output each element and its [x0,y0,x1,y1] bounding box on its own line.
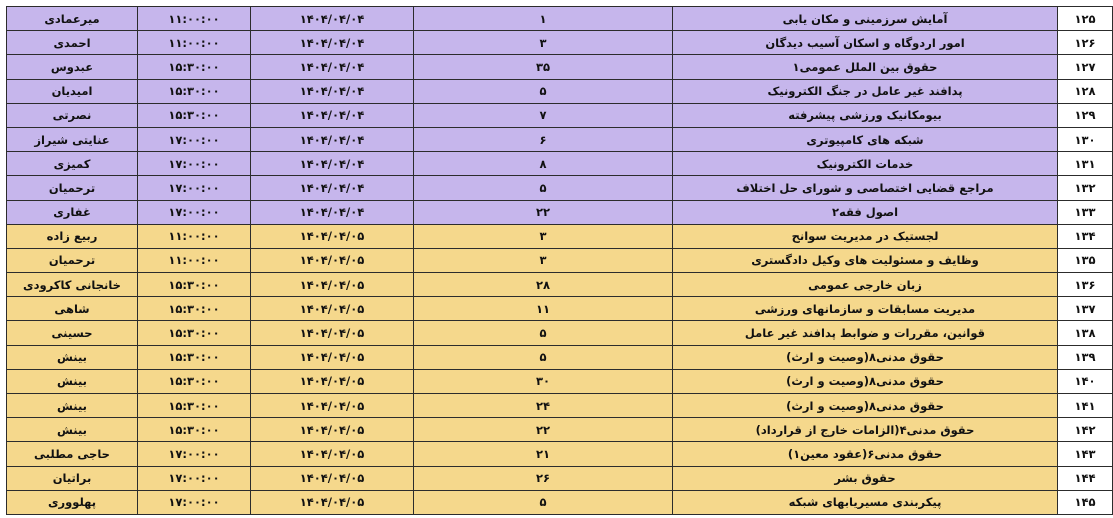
instructor-name: بینش [7,345,138,369]
course-name: لجستیک در مدیریت سوانح [673,224,1058,248]
instructor-name: کمیزی [7,152,138,176]
group-code: ۸ [414,152,673,176]
exam-time: ۱۵:۳۰:۰۰ [138,394,251,418]
group-code: ۲۲ [414,200,673,224]
table-row [7,369,1113,393]
instructor-name: عنایتی شیراز [7,127,138,151]
table-row [7,321,1113,345]
table-row [7,297,1113,321]
group-code: ۷ [414,103,673,127]
exam-date: ۱۴۰۴/۰۴/۰۴ [251,127,414,151]
exam-time: ۱۵:۳۰:۰۰ [138,297,251,321]
table-row [7,7,1113,31]
row-number: ۱۳۹ [1058,345,1113,369]
group-code: ۵ [414,490,673,514]
instructor-name: عبدوس [7,55,138,79]
schedule-table-body [7,7,1113,515]
group-code: ۳ [414,224,673,248]
instructor-name: بینش [7,418,138,442]
table-row [7,345,1113,369]
row-number: ۱۳۱ [1058,152,1113,176]
exam-date: ۱۴۰۴/۰۴/۰۵ [251,418,414,442]
group-code: ۵ [414,345,673,369]
instructor-name: بینش [7,369,138,393]
instructor-name: بینش [7,394,138,418]
row-number: ۱۳۴ [1058,224,1113,248]
group-code: ۳ [414,248,673,272]
table-row [7,442,1113,466]
exam-time: ۱۱:۰۰:۰۰ [138,7,251,31]
row-number: ۱۲۵ [1058,7,1113,31]
row-number: ۱۲۷ [1058,55,1113,79]
table-row [7,103,1113,127]
course-name: مراجع قضایی اختصاصی و شورای حل اختلاف [673,176,1058,200]
exam-date: ۱۴۰۴/۰۴/۰۴ [251,103,414,127]
exam-schedule-table [6,6,1113,515]
row-number: ۱۳۸ [1058,321,1113,345]
table-row [7,79,1113,103]
table-row [7,55,1113,79]
exam-time: ۱۷:۰۰:۰۰ [138,490,251,514]
exam-date: ۱۴۰۴/۰۴/۰۵ [251,369,414,393]
exam-time: ۱۱:۰۰:۰۰ [138,248,251,272]
exam-time: ۱۷:۰۰:۰۰ [138,152,251,176]
exam-date: ۱۴۰۴/۰۴/۰۵ [251,248,414,272]
exam-time: ۱۷:۰۰:۰۰ [138,176,251,200]
row-number: ۱۳۷ [1058,297,1113,321]
row-number: ۱۴۲ [1058,418,1113,442]
exam-time: ۱۵:۳۰:۰۰ [138,55,251,79]
group-code: ۵ [414,321,673,345]
table-row [7,248,1113,272]
exam-date: ۱۴۰۴/۰۴/۰۴ [251,200,414,224]
instructor-name: ترحمیان [7,248,138,272]
table-row [7,418,1113,442]
course-name: بیومکانیک ورزشی پیشرفته [673,103,1058,127]
row-number: ۱۲۹ [1058,103,1113,127]
exam-time: ۱۷:۰۰:۰۰ [138,200,251,224]
instructor-name: غفاری [7,200,138,224]
exam-time: ۱۷:۰۰:۰۰ [138,466,251,490]
row-number: ۱۴۴ [1058,466,1113,490]
course-name: وظایف و مسئولیت های وکیل دادگستری [673,248,1058,272]
row-number: ۱۴۳ [1058,442,1113,466]
row-number: ۱۲۶ [1058,31,1113,55]
course-name: مدیریت مسابقات و سازمانهای ورزشی [673,297,1058,321]
instructor-name: میرعمادی [7,7,138,31]
row-number: ۱۳۶ [1058,273,1113,297]
course-name: حقوق بین الملل عمومی۱ [673,55,1058,79]
course-name: زبان خارجی عمومی [673,273,1058,297]
instructor-name: خانجانی کاکرودی [7,273,138,297]
group-code: ۲۶ [414,466,673,490]
row-number: ۱۲۸ [1058,79,1113,103]
course-name: حقوق مدنی۸(وصیت و ارث) [673,394,1058,418]
row-number: ۱۳۲ [1058,176,1113,200]
group-code: ۵ [414,79,673,103]
group-code: ۱۱ [414,297,673,321]
row-number: ۱۳۵ [1058,248,1113,272]
instructor-name: حسینی [7,321,138,345]
course-name: حقوق بشر [673,466,1058,490]
course-name: قوانین، مقررات و ضوابط پدافند غیر عامل [673,321,1058,345]
instructor-name: براتیان [7,466,138,490]
instructor-name: احمدی [7,31,138,55]
row-number: ۱۳۳ [1058,200,1113,224]
exam-time: ۱۷:۰۰:۰۰ [138,127,251,151]
group-code: ۲۱ [414,442,673,466]
instructor-name: امیدیان [7,79,138,103]
course-name: پدافند غیر عامل در جنگ الکترونیک [673,79,1058,103]
table-row [7,466,1113,490]
instructor-name: حاجی مطلبی [7,442,138,466]
table-row [7,127,1113,151]
exam-time: ۱۵:۳۰:۰۰ [138,103,251,127]
course-name: خدمات الکترونیک [673,152,1058,176]
table-row [7,224,1113,248]
group-code: ۳۰ [414,369,673,393]
table-row [7,273,1113,297]
row-number: ۱۴۵ [1058,490,1113,514]
table-row [7,176,1113,200]
exam-date: ۱۴۰۴/۰۴/۰۵ [251,345,414,369]
exam-time: ۱۵:۳۰:۰۰ [138,369,251,393]
course-name: حقوق مدنی۴(الزامات خارج از قرارداد) [673,418,1058,442]
instructor-name: پهلووری [7,490,138,514]
course-name: پیکربندی مسیریابهای شبکه [673,490,1058,514]
instructor-name: ربیع زاده [7,224,138,248]
exam-time: ۱۵:۳۰:۰۰ [138,273,251,297]
exam-time: ۱۱:۰۰:۰۰ [138,31,251,55]
instructor-name: ترحمیان [7,176,138,200]
group-code: ۳۵ [414,55,673,79]
group-code: ۳ [414,31,673,55]
exam-date: ۱۴۰۴/۰۴/۰۵ [251,490,414,514]
instructor-name: نصرتی [7,103,138,127]
course-name: امور اردوگاه و اسکان آسیب دیدگان [673,31,1058,55]
exam-time: ۱۱:۰۰:۰۰ [138,224,251,248]
exam-date: ۱۴۰۴/۰۴/۰۴ [251,55,414,79]
exam-date: ۱۴۰۴/۰۴/۰۴ [251,7,414,31]
group-code: ۵ [414,176,673,200]
course-name: حقوق مدنی۶(عقود معین۱) [673,442,1058,466]
exam-time: ۱۵:۳۰:۰۰ [138,418,251,442]
exam-date: ۱۴۰۴/۰۴/۰۴ [251,152,414,176]
row-number: ۱۴۱ [1058,394,1113,418]
exam-date: ۱۴۰۴/۰۴/۰۵ [251,466,414,490]
exam-time: ۱۵:۳۰:۰۰ [138,345,251,369]
instructor-name: شاهی [7,297,138,321]
table-row [7,200,1113,224]
table-row [7,31,1113,55]
exam-time: ۱۷:۰۰:۰۰ [138,442,251,466]
course-name: شبکه های کامپیوتری [673,127,1058,151]
course-name: آمایش سرزمینی و مکان یابی [673,7,1058,31]
exam-date: ۱۴۰۴/۰۴/۰۵ [251,297,414,321]
exam-date: ۱۴۰۴/۰۴/۰۵ [251,394,414,418]
exam-date: ۱۴۰۴/۰۴/۰۵ [251,442,414,466]
table-row [7,490,1113,514]
exam-date: ۱۴۰۴/۰۴/۰۵ [251,224,414,248]
course-name: حقوق مدنی۸(وصیت و ارث) [673,345,1058,369]
exam-time: ۱۵:۳۰:۰۰ [138,79,251,103]
table-row [7,394,1113,418]
group-code: ۲۴ [414,394,673,418]
row-number: ۱۴۰ [1058,369,1113,393]
group-code: ۲۲ [414,418,673,442]
row-number: ۱۳۰ [1058,127,1113,151]
course-name: اصول فقه۲ [673,200,1058,224]
exam-date: ۱۴۰۴/۰۴/۰۵ [251,321,414,345]
group-code: ۱ [414,7,673,31]
exam-date: ۱۴۰۴/۰۴/۰۴ [251,31,414,55]
group-code: ۶ [414,127,673,151]
table-row [7,152,1113,176]
exam-date: ۱۴۰۴/۰۴/۰۵ [251,273,414,297]
course-name: حقوق مدنی۸(وصیت و ارث) [673,369,1058,393]
group-code: ۲۸ [414,273,673,297]
exam-date: ۱۴۰۴/۰۴/۰۴ [251,79,414,103]
exam-time: ۱۵:۳۰:۰۰ [138,321,251,345]
exam-date: ۱۴۰۴/۰۴/۰۴ [251,176,414,200]
